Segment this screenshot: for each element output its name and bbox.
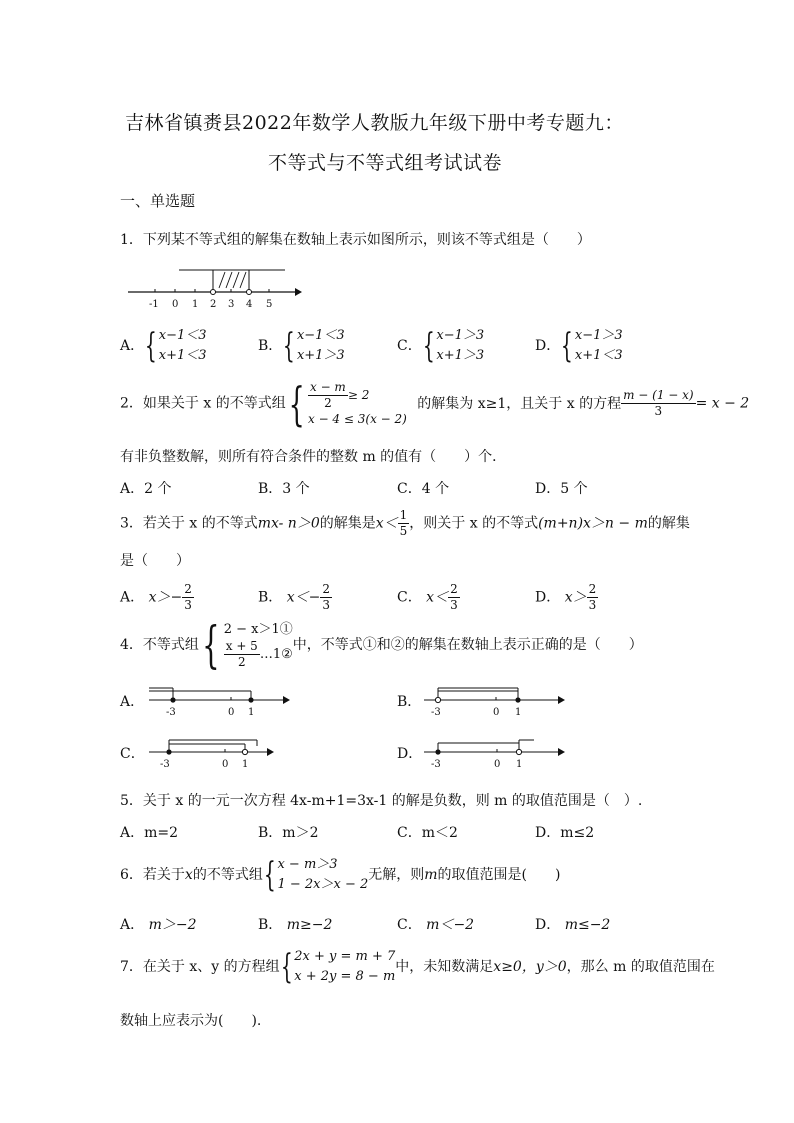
option-expr: m＞−2 [148, 917, 197, 933]
tick-label: -3 [431, 707, 441, 718]
q1-option-c[interactable]: C．{ x−1＞3 x+1＞3 [397, 326, 485, 366]
question-4-text: 4．不等式组{ 2 − x＞1① $\frac{x + 5}{2}$ …1②中，不等式①和②的解集在数轴上表示正确的是（ ） [120, 616, 643, 674]
sys-line: x−1＞3 [574, 328, 623, 343]
tick-label: -3 [431, 759, 441, 770]
sys-line: x+1＜3 [574, 348, 623, 363]
option-label: D． [535, 338, 561, 354]
q2-option-d[interactable]: D．5 个 [535, 481, 588, 497]
tick-label: 0 [172, 299, 179, 310]
q3-ineq2: (m+n)x＞n − m [538, 515, 648, 532]
option-label: C． [397, 917, 422, 933]
tick-label: 2 [210, 299, 217, 310]
option-label: C． [397, 589, 422, 606]
sys-line: x−1＜3 [296, 328, 345, 343]
tick-label: 3 [228, 299, 235, 310]
sys-line: x−1＞3 [436, 328, 485, 343]
sys-line: 2x + y = m + 7 [294, 949, 396, 964]
question-3-line2: 是（ ） [120, 553, 190, 569]
tick-label: 0 [228, 707, 235, 718]
q5-option-b[interactable]: B．m＞2 [258, 825, 319, 841]
question-1-text: 1．下列某不等式组的解集在数轴上表示如图所示，则该不等式组是（ ） [120, 232, 591, 248]
q6-mid2: 无解，则 [368, 867, 425, 883]
q6-var: x [184, 867, 193, 883]
frac-den: 5 [399, 524, 408, 538]
frac-num: 2 [588, 582, 597, 596]
q5-option-d[interactable]: D．m≤2 [535, 825, 595, 841]
q3-option-c[interactable] [397, 582, 460, 613]
option-label: A． [120, 589, 145, 606]
q4-option-a-label[interactable]: A． [120, 694, 145, 710]
option-expr: m≤−2 [564, 917, 611, 933]
option-label: C． [397, 338, 422, 354]
sys-ge: ≥ 2 [347, 388, 370, 402]
q4-suffix: 中，不等式①和②的解集在数轴上表示正确的是（ ） [292, 637, 643, 653]
option-expr: x＞ [564, 589, 587, 606]
tick-label: 4 [246, 299, 253, 310]
sys-line-rest: …1② [259, 646, 293, 662]
q4-prefix: 4．不等式组 [120, 637, 199, 653]
tick-label: 1 [516, 759, 523, 770]
q2-prefix: 2．如果关于 x 的不等式组 [120, 395, 286, 412]
sys-line: x+1＞3 [436, 348, 485, 363]
tick-label: 0 [494, 759, 501, 770]
tick-label: 0 [222, 759, 229, 770]
q2-option-c[interactable]: C．4 个 [397, 481, 450, 497]
q3-prefix: 3．若关于 x 的不等式 [120, 515, 258, 532]
q3-sol-lhs: x＜ [375, 515, 398, 532]
section-heading: 一、单选题 [120, 192, 196, 210]
q3-option-a[interactable] [120, 582, 194, 613]
q6-option-c[interactable] [397, 914, 474, 934]
q2-option-b[interactable]: B．3 个 [258, 481, 310, 497]
question-2-line2: 有非负整数解，则所有符合条件的整数 m 的值有（ ）个． [120, 449, 507, 465]
q7-suffix: ，那么 m 的取值范围在 [566, 959, 715, 975]
q6-var2: m [424, 867, 438, 883]
sys-line: x+1＜3 [158, 348, 207, 363]
option-label: A． [120, 338, 145, 354]
tick-label: 1 [248, 707, 255, 718]
frac-num: 2 [322, 582, 331, 596]
q1-number-line-figure [125, 262, 305, 312]
tick-label: 1 [515, 707, 522, 718]
tick-label: -3 [166, 707, 176, 718]
question-2-text: 2．如果关于 x 的不等式组{ $\frac{x - m}{2}$ ≥ 2 x − 4 ≤ 3(x − 2) 的解集为 x≥1，且关于 x 的方程 $\frac{m - (1 - x)}{3}$ = x − 2 [120, 376, 750, 431]
q5-option-a[interactable]: A．m=2 [120, 825, 179, 841]
q3-suffix: 的解集 [647, 515, 690, 532]
q6-mid: 的不等式组 [192, 867, 263, 883]
q1-option-d[interactable]: D．{ x−1＞3 x+1＜3 [535, 326, 623, 366]
q3-ineq: mx- n＞0 [257, 515, 320, 532]
sys-line: x−1＜3 [158, 328, 207, 343]
question-5-text: 5．关于 x 的一元一次方程 4x-m+1=3x-1 的解是负数，则 m 的取值范围是（ ）. [120, 793, 643, 809]
q1-option-b[interactable]: B．{ x−1＜3 x+1＞3 [258, 326, 345, 366]
tick-label: 1 [192, 299, 199, 310]
option-expr: x＜− [286, 589, 321, 606]
option-label: B． [258, 338, 283, 354]
option-expr: x＜ [426, 589, 449, 606]
frac-num: 2 [184, 582, 192, 596]
q6-option-d[interactable] [535, 914, 610, 934]
option-label: D． [535, 917, 561, 933]
question-3-text [120, 508, 690, 539]
q4-option-c-number-line[interactable] [145, 736, 295, 770]
q4-option-c-label[interactable]: C． [120, 746, 145, 762]
q6-option-b[interactable] [258, 914, 332, 934]
tick-label: -1 [149, 299, 159, 310]
option-expr: m≥−2 [286, 917, 333, 933]
eq-rhs: = x − 2 [695, 395, 750, 412]
question-6-text: 6．若关于x的不等式组{ x − m＞3 1 − 2x＞x − 2无解，则m的取值范围是( ) [120, 855, 561, 895]
frac-num: x + 5 [225, 638, 258, 653]
tick-label: 0 [493, 707, 500, 718]
frac-den: 2 [237, 654, 246, 669]
q6-suffix: 的取值范围是( ) [437, 867, 561, 883]
sys-line: x+1＞3 [296, 348, 345, 363]
q2-option-a[interactable]: A．2 个 [120, 481, 172, 497]
frac-num: x − m [309, 380, 346, 394]
q1-option-a[interactable]: A．{ x−1＜3 x+1＜3 [120, 326, 207, 366]
q4-option-a-number-line[interactable] [145, 684, 295, 718]
question-7-line2: 数轴上应表示为( ). [120, 1013, 262, 1029]
question-7-text: 7．在关于 x、y 的方程组{ 2x + y = m + 7 x + 2y = 8 − m中，未知数满足x≥0，y＞0，那么 m 的取值范围在 [120, 947, 715, 987]
frac-den: 3 [654, 404, 663, 418]
q3-mid2: ，则关于 x 的不等式 [409, 515, 539, 532]
q3-option-b[interactable] [258, 582, 332, 613]
option-label: B． [258, 917, 283, 933]
option-label: A． [120, 917, 145, 933]
sys-line: x − 4 ≤ 3(x − 2) [307, 412, 407, 426]
q7-prefix: 7．在关于 x、y 的方程组 [120, 959, 280, 975]
sys-line: x + 2y = 8 − m [294, 969, 396, 984]
frac-den: 2 [324, 396, 332, 410]
tick-label: 5 [266, 299, 273, 310]
q3-mid: 的解集是 [319, 515, 376, 532]
tick-label: -3 [160, 759, 170, 770]
sys-line: 1 − 2x＞x − 2 [277, 877, 369, 892]
q4-option-b-label[interactable]: B． [397, 694, 422, 710]
frac-num: 2 [450, 582, 458, 596]
option-label: D． [535, 589, 561, 606]
frac-den: 3 [322, 598, 331, 612]
frac-den: 3 [184, 598, 192, 612]
sys-line: 2 − x＞1① [223, 621, 293, 637]
sys-line: x − m＞3 [277, 857, 338, 872]
q7-cond: x≥0，y＞0 [493, 959, 567, 975]
q5-option-c[interactable]: C．m＜2 [397, 825, 458, 841]
option-expr: m＜−2 [426, 917, 475, 933]
page-title-line2: 不等式与不等式组考试试卷 [268, 152, 503, 174]
q4-option-b-number-line[interactable] [420, 684, 570, 718]
q3-option-d[interactable] [535, 582, 598, 613]
option-label: B． [258, 589, 283, 606]
q4-option-d-label[interactable]: D． [397, 746, 423, 762]
q7-mid: 中，未知数满足 [395, 959, 494, 975]
option-expr: x＞− [148, 589, 183, 606]
tick-label: 1 [242, 759, 249, 770]
q2-mid: 的解集为 x≥1，且关于 x 的方程 [417, 395, 622, 412]
frac-den: 3 [450, 598, 458, 612]
frac-num: m − (1 − x) [623, 388, 694, 402]
page-title-line1: 吉林省镇赉县2022年数学人教版九年级下册中考专题九： [125, 112, 624, 134]
q6-option-a[interactable] [120, 914, 197, 934]
frac-num: 1 [399, 508, 408, 522]
q6-prefix: 6．若关于 [120, 867, 185, 883]
frac-den: 3 [588, 598, 597, 612]
q4-option-d-number-line[interactable] [420, 736, 570, 770]
